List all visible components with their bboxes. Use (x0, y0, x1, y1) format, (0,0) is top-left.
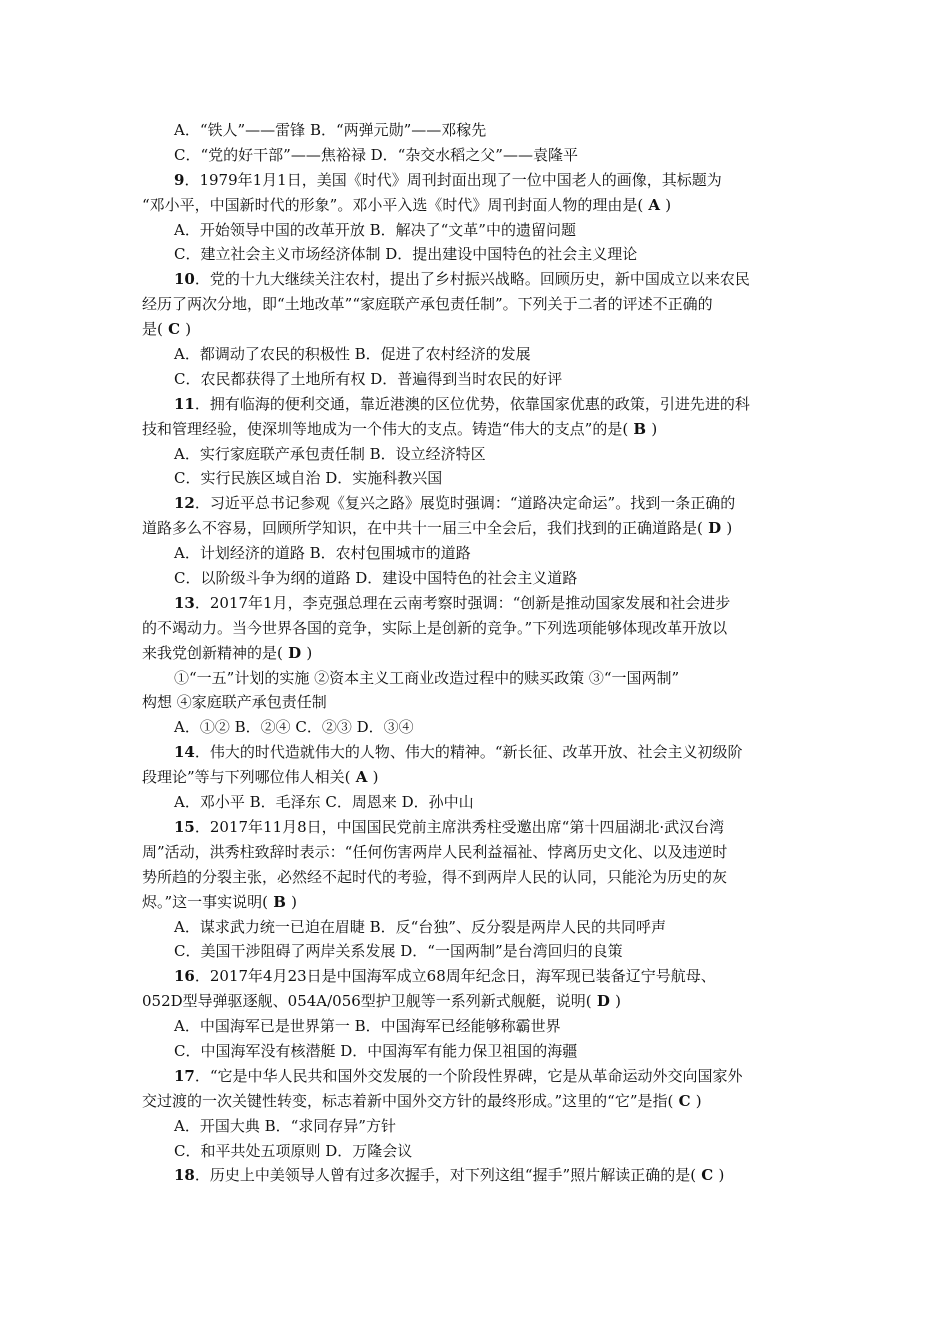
text-line (142, 1089, 814, 1114)
text-line (142, 317, 814, 342)
text-line (142, 666, 814, 691)
text-line (142, 715, 814, 740)
text-line (142, 690, 814, 715)
text-line (142, 591, 814, 616)
text-line (142, 143, 814, 168)
text-line (142, 417, 814, 442)
line-text: A．中国海军已是世界第一 B．中国海军已经能够称霸世界 (174, 1017, 561, 1036)
text-line (142, 168, 814, 193)
text-line (142, 1139, 814, 1164)
line-text: C．和平共处五项原则 D．万隆会议 (174, 1141, 413, 1160)
line-text: A．邓小平 B．毛泽东 C．周恩来 D．孙中山 (174, 793, 474, 812)
line-text: A．“铁人”——雷锋 B．“两弹元勋”——邓稼先 (174, 121, 487, 139)
text-line (142, 964, 814, 989)
line-text: ．2017年11月8日，中国国民党前主席洪秀柱受邀出席“第十四届湖北·武汉台湾 (194, 817, 725, 836)
closing-paren: ) (651, 419, 658, 438)
line-text: C．以阶级斗争为纲的道路 D．建设中国特色的社会主义道路 (174, 569, 578, 588)
line-text: ．党的十九大继续关注农村，提出了乡村振兴战略。回顾历史，新中国成立以来农民 (194, 270, 750, 289)
text-line (142, 367, 814, 392)
question-number: 11 (174, 394, 195, 413)
line-text: C．建立社会主义市场经济体制 D．提出建设中国特色的社会主义理论 (174, 245, 638, 264)
text-line (142, 218, 814, 243)
text-line (142, 1014, 814, 1039)
closing-paren: ) (291, 892, 298, 911)
closing-paren: ) (372, 768, 379, 787)
text-line (142, 641, 814, 666)
question-number: 16 (174, 967, 195, 986)
closing-paren: ) (695, 1091, 702, 1110)
line-text: 周”活动，洪秀柱致辞时表示：“任何伤害两岸人民利益福祉、悖离历史文化、以及违逆时 (142, 842, 728, 861)
text-line (142, 815, 814, 840)
text-line (142, 1039, 814, 1064)
text-line (142, 740, 814, 765)
text-line (142, 242, 814, 267)
line-text: ①“一五”计划的实施 ②资本主义工商业改造过程中的赎买政策 ③“一国两制” (174, 668, 680, 687)
question-number: 10 (174, 270, 195, 289)
line-text: A．谋求武力统一已迫在眉睫 B．反“台独”、反分裂是两岸人民的共同呼声 (174, 917, 666, 936)
answer-letter: D (282, 643, 307, 662)
line-text: ．1979年1月1日，美国《时代》周刊封面出现了一位中国老人的画像，其标题为 (184, 170, 722, 189)
text-line (142, 939, 814, 964)
text-line (142, 865, 814, 890)
line-text: 的不竭动力。当今世界各国的竞争，实际上是创新的竞争。”下列选项能够体现改革开放以 (142, 618, 728, 637)
line-text: ．历史上中美领导人曾有过多次握手，对下列这组“握手”照片解读正确的是( (194, 1166, 697, 1185)
text-line (142, 1114, 814, 1139)
answer-letter: D (702, 519, 727, 538)
answer-letter: D (591, 992, 616, 1011)
closing-paren: ) (726, 519, 733, 538)
line-text: 烬。”这一事实说明( (142, 892, 269, 911)
line-text: ．伟大的时代造就伟大的人物、伟大的精神。“新长征、改革开放、社会主义初级阶 (194, 743, 743, 762)
question-number: 14 (174, 743, 195, 762)
question-number: 18 (174, 1166, 195, 1185)
document-page (142, 118, 814, 1188)
text-line (142, 491, 814, 516)
line-text: C．农民都获得了土地所有权 D．普遍得到当时农民的好评 (174, 369, 563, 388)
question-number: 17 (174, 1066, 195, 1085)
question-number: 15 (174, 817, 195, 836)
text-line (142, 616, 814, 641)
text-line (142, 442, 814, 467)
closing-paren: ) (718, 1166, 725, 1185)
line-text: C．美国干涉阻碍了两岸关系发展 D．“一国两制”是台湾回归的良策 (174, 942, 623, 961)
text-line (142, 541, 814, 566)
line-text: 052D型导弹驱逐舰、054A/056型护卫舰等一系列新式舰艇，说明( (142, 992, 592, 1011)
closing-paren: ) (665, 195, 672, 214)
line-text: 是( (142, 320, 163, 339)
text-line (142, 890, 814, 915)
line-text: 构想 ④家庭联产承包责任制 (142, 693, 327, 712)
line-text: ．“它是中华人民共和国外交发展的一个阶段性界碑，它是从革命运动外交向国家外 (194, 1066, 743, 1085)
question-number: 13 (174, 593, 195, 612)
line-text: A．开始领导中国的改革开放 B．解决了“文革”中的遗留问题 (174, 220, 576, 239)
text-line (142, 989, 814, 1014)
text-line (142, 566, 814, 591)
text-line (142, 292, 814, 317)
answer-letter: C (696, 1166, 719, 1185)
question-number: 9 (174, 170, 185, 189)
closing-paren: ) (306, 643, 313, 662)
line-text: C．中国海军没有核潜艇 D．中国海军有能力保卫祖国的海疆 (174, 1041, 578, 1060)
answer-letter: C (673, 1091, 696, 1110)
closing-paren: ) (615, 992, 621, 1011)
text-line (142, 267, 814, 292)
answer-letter: A (643, 195, 666, 214)
line-text: ．2017年4月23日是中国海军成立68周年纪念日，海军现已装备辽宁号航母、 (194, 967, 716, 986)
line-text: ．2017年1月，李克强总理在云南考察时强调：“创新是推动国家发展和社会进步 (194, 593, 731, 612)
line-text: 道路多么不容易，回顾所学知识，在中共十一届三中全会后，我们找到的正确道路是( (142, 519, 703, 538)
answer-letter: B (268, 892, 292, 911)
answer-letter: C (162, 320, 186, 339)
text-line (142, 790, 814, 815)
text-line (142, 392, 814, 417)
line-text: A．都调动了农民的积极性 B．促进了农村经济的发展 (174, 345, 531, 364)
line-text: 势所趋的分裂主张，必然经不起时代的考验，得不到两岸人民的认同，只能沦为历史的灰 (142, 867, 728, 886)
line-text: “邓小平，中国新时代的形象”。邓小平入选《时代》周刊封面人物的理由是( (142, 195, 644, 214)
line-text: ．习近平总书记参观《复兴之路》展览时强调：“道路决定命运”。找到一条正确的 (194, 494, 736, 513)
text-line (142, 915, 814, 940)
line-text: 来我党创新精神的是( (142, 643, 283, 662)
text-line (142, 342, 814, 367)
closing-paren: ) (185, 320, 192, 339)
line-text: 交过渡的一次关键性转变，标志着新中国外交方针的最终形成。”这里的“它”是指( (142, 1091, 674, 1110)
answer-letter: A (350, 768, 373, 787)
line-text: A．实行家庭联产承包责任制 B．设立经济特区 (174, 444, 486, 463)
text-line (142, 466, 814, 491)
text-line (142, 193, 814, 218)
line-text: 技和管理经验，使深圳等地成为一个伟大的支点。铸造“伟大的支点”的是( (142, 419, 629, 438)
line-text: C．“党的好干部”——焦裕禄 D．“杂交水稻之父”——袁隆平 (174, 145, 578, 164)
line-text: 段理论”等与下列哪位伟人相关( (142, 768, 351, 787)
text-line (142, 118, 814, 143)
line-text: ．拥有临海的便利交通，靠近港澳的区位优势，依靠国家优惠的政策，引进先进的科 (194, 394, 750, 413)
text-line (142, 1163, 814, 1188)
text-line (142, 1064, 814, 1089)
text-line (142, 840, 814, 865)
text-line (142, 516, 814, 541)
question-number: 12 (174, 494, 195, 513)
line-text: 经历了两次分地，即“土地改革”“家庭联产承包责任制”。下列关于二者的评述不正确的 (142, 295, 713, 314)
line-text: A．开国大典 B．“求同存异”方针 (174, 1116, 396, 1135)
text-line (142, 765, 814, 790)
line-text: A．计划经济的道路 B．农村包围城市的道路 (174, 544, 471, 563)
line-text: A．①② B．②④ C．②③ D．③④ (174, 718, 414, 737)
line-text: C．实行民族区域自治 D．实施科教兴国 (174, 469, 443, 488)
answer-letter: B (628, 419, 652, 438)
